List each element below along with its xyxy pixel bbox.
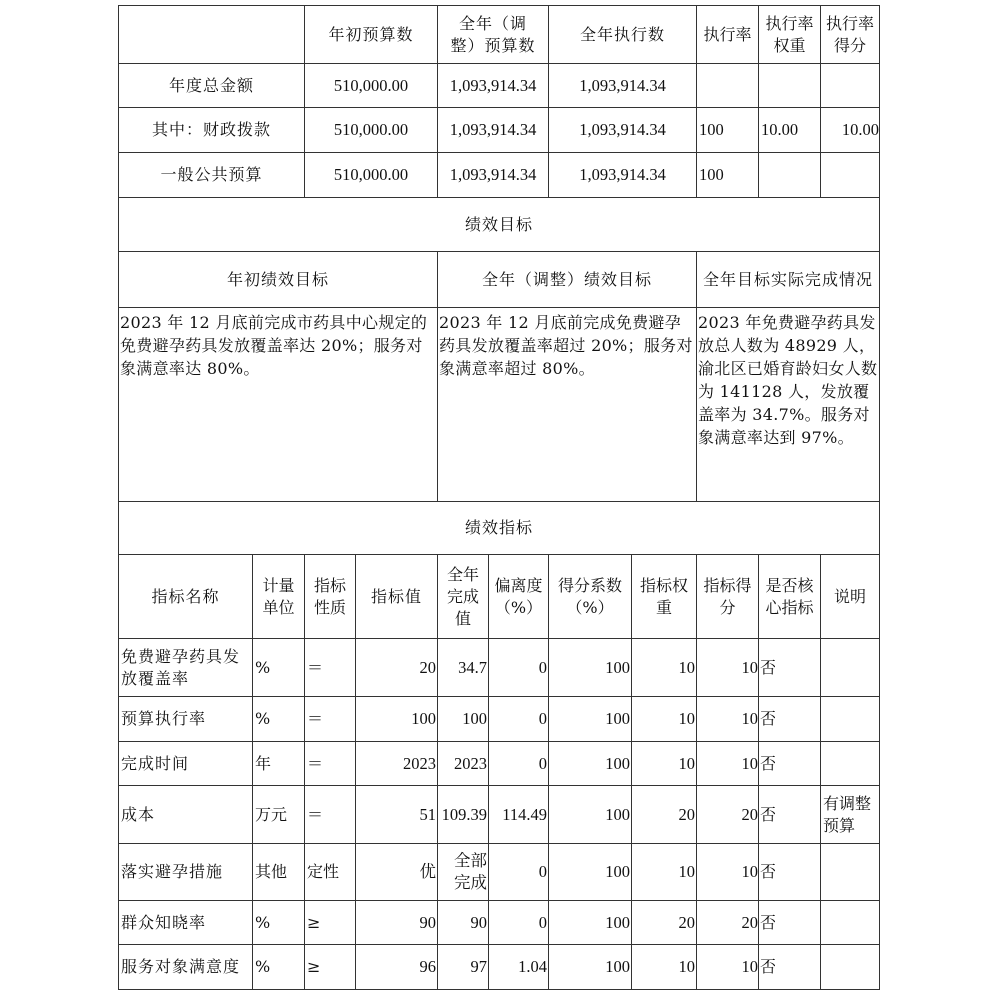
indicator-note-cell (821, 844, 879, 900)
indicator-weight-cell: 10 (678, 709, 695, 728)
indicator-actual-cell: 2023 (454, 753, 487, 773)
indicator-name-cell: 预算执行率 (121, 709, 207, 728)
indicator-core-cell: 否 (760, 753, 777, 773)
indicator-actual-cell: 90 (470, 912, 487, 932)
indicator-target-cell: 100 (411, 709, 436, 728)
indicator-name-cell: 成本 (121, 804, 156, 824)
indicator-coef-cell: 100 (605, 709, 630, 728)
ind-header-weight: 指标权重 (639, 575, 688, 617)
indicator-nature-cell: ＝ (307, 804, 324, 824)
indicator-target-cell: 90 (419, 912, 436, 932)
indicator-unit-cell: % (255, 709, 271, 728)
ind-header-deviation: 偏离度（%） (494, 575, 543, 617)
goals-actual-text: 2023 年免费避孕药具发放总人数为 48929 人，渝北区已婚育龄妇女人数为 141128 人，发放覆盖率为 34.7%。服务对象满意率达到 97%。 (698, 313, 878, 447)
indicator-target-cell: 2023 (403, 753, 436, 773)
header-execution-rate: 执行率 (703, 24, 752, 44)
ind-header-note: 说明 (833, 586, 866, 606)
goals-header-initial: 年初绩效目标 (226, 269, 329, 289)
budget-row-label-total: 年度总金额 (168, 75, 254, 95)
ind-header-score: 指标得分 (703, 575, 752, 617)
indicator-coef-cell: 100 (605, 862, 630, 881)
indicator-weight-cell: 10 (678, 957, 695, 976)
indicator-coef-cell: 100 (605, 657, 630, 677)
budget-row-initial-general: 510,000.00 (333, 165, 409, 184)
header-adjusted-budget: 全年（调整）预算数 (450, 13, 536, 55)
indicator-coef-cell: 100 (605, 753, 630, 773)
indicator-nature-cell: ＝ (307, 657, 324, 677)
indicator-core-cell: 否 (760, 957, 777, 976)
indicator-unit-cell: 年 (255, 753, 272, 773)
indicator-score-cell: 10 (741, 657, 758, 677)
indicator-score-cell: 10 (741, 753, 758, 773)
indicator-coef-cell: 100 (605, 804, 630, 824)
indicator-weight-cell: 10 (678, 753, 695, 773)
indicator-score-cell: 10 (741, 862, 758, 881)
budget-row-executed-total: 1,093,914.34 (579, 75, 666, 95)
indicator-weight-cell: 20 (678, 912, 695, 932)
indicator-score-cell: 20 (741, 912, 758, 932)
indicator-score-cell: 10 (741, 709, 758, 728)
indicator-deviation-cell: 0 (538, 862, 547, 881)
indicator-unit-cell: % (255, 657, 271, 677)
indicator-weight-cell: 20 (678, 804, 695, 824)
budget-row-executed-general: 1,093,914.34 (579, 165, 666, 184)
ind-header-actual: 全年完成值 (446, 564, 479, 628)
budget-row-rate-fiscal: 100 (699, 120, 724, 139)
indicator-nature-cell: ≥ (307, 957, 321, 976)
indicator-nature-cell: ＝ (307, 753, 324, 773)
indicator-nature-cell: 定性 (307, 862, 340, 881)
header-initial-budget: 年初预算数 (328, 24, 414, 44)
indicator-target-cell: 优 (419, 862, 436, 881)
indicator-name-cell: 免费避孕药具发放覆盖率 (121, 646, 241, 688)
indicator-deviation-cell: 0 (538, 912, 547, 932)
goals-adjusted-text: 2023 年 12 月底前完成免费避孕药具发放覆盖率超过 20%；服务对象满意率超过 80%。 (439, 313, 693, 378)
indicator-deviation-cell: 1.04 (518, 957, 547, 976)
indicator-actual-cell: 全部完成 (454, 851, 487, 892)
budget-row-label-fiscal: 其中：财政拨款 (151, 120, 271, 139)
indicator-unit-cell: 其他 (255, 862, 288, 881)
indicator-unit-cell: % (255, 912, 271, 932)
indicator-name-cell: 服务对象满意度 (121, 957, 241, 976)
indicator-note-cell: 有调整预算 (823, 793, 872, 835)
budget-row-rate-general: 100 (699, 165, 724, 184)
budget-row-label-general: 一般公共预算 (160, 165, 263, 184)
indicator-deviation-cell: 0 (538, 709, 547, 728)
indicator-score-cell: 10 (741, 957, 758, 976)
budget-row-adjusted-fiscal: 1,093,914.34 (449, 120, 537, 139)
indicator-unit-cell: % (255, 957, 271, 976)
budget-row-initial-fiscal: 510,000.00 (333, 120, 409, 139)
indicators-section-title: 绩效指标 (464, 518, 533, 537)
indicator-note-cell (821, 945, 879, 989)
indicator-actual-cell: 34.7 (458, 657, 487, 677)
indicator-weight-cell: 10 (678, 862, 695, 881)
indicator-name-cell: 落实避孕措施 (121, 862, 224, 881)
header-rate-score: 执行率得分 (825, 13, 874, 55)
budget-row-adjusted-total: 1,093,914.34 (449, 75, 537, 95)
indicator-coef-cell: 100 (605, 957, 630, 976)
indicator-unit-cell: 万元 (255, 804, 288, 824)
indicator-target-cell: 51 (419, 804, 436, 824)
ind-header-coef: 得分系数（%） (557, 575, 622, 617)
indicator-actual-cell: 109.39 (441, 804, 487, 824)
budget-row-initial-total: 510,000.00 (333, 75, 409, 95)
indicator-name-cell: 完成时间 (121, 753, 190, 773)
budget-row-score-fiscal: 10.00 (841, 120, 879, 139)
ind-header-target: 指标值 (370, 586, 422, 606)
goals-header-adjusted: 全年（调整）绩效目标 (481, 269, 652, 289)
goals-section-title: 绩效目标 (464, 214, 533, 234)
header-rate-weight: 执行率权重 (765, 13, 814, 55)
budget-row-adjusted-general: 1,093,914.34 (449, 165, 537, 184)
indicator-note-cell (821, 901, 879, 944)
ind-header-nature: 指标性质 (313, 575, 346, 617)
indicator-deviation-cell: 0 (538, 657, 547, 677)
goals-initial-text: 2023 年 12 月底前完成市药具中心规定的免费避孕药具发放覆盖率达 20%；服务对象满意率达 80%。 (120, 313, 428, 378)
indicator-coef-cell: 100 (605, 912, 630, 932)
indicator-core-cell: 否 (760, 709, 777, 728)
indicator-note-cell (821, 742, 879, 785)
indicator-weight-cell: 10 (678, 657, 695, 677)
ind-header-core: 是否核心指标 (765, 575, 814, 617)
indicator-deviation-cell: 0 (538, 753, 547, 773)
indicator-core-cell: 否 (760, 912, 777, 932)
budget-row-weight-fiscal: 10.00 (761, 120, 799, 139)
ind-header-unit: 计量单位 (262, 575, 295, 617)
indicator-nature-cell: ＝ (307, 709, 324, 728)
indicator-target-cell: 20 (419, 657, 436, 677)
indicator-note-cell (821, 697, 879, 741)
header-executed: 全年执行数 (579, 24, 665, 44)
indicator-target-cell: 96 (419, 957, 436, 976)
indicator-note-cell (821, 639, 879, 696)
indicator-core-cell: 否 (760, 804, 777, 824)
indicator-core-cell: 否 (760, 657, 777, 677)
indicator-actual-cell: 100 (462, 709, 487, 728)
budget-row-executed-fiscal: 1,093,914.34 (579, 120, 666, 139)
indicator-name-cell: 群众知晓率 (121, 912, 207, 932)
performance-evaluation-table (118, 5, 880, 990)
indicator-nature-cell: ≥ (307, 912, 321, 932)
indicator-actual-cell: 97 (470, 957, 487, 976)
indicator-deviation-cell: 114.49 (502, 804, 547, 824)
goals-header-actual: 全年目标实际完成情况 (703, 269, 874, 289)
indicator-core-cell: 否 (760, 862, 777, 881)
ind-header-name: 指标名称 (151, 586, 220, 606)
indicator-score-cell: 20 (741, 804, 758, 824)
